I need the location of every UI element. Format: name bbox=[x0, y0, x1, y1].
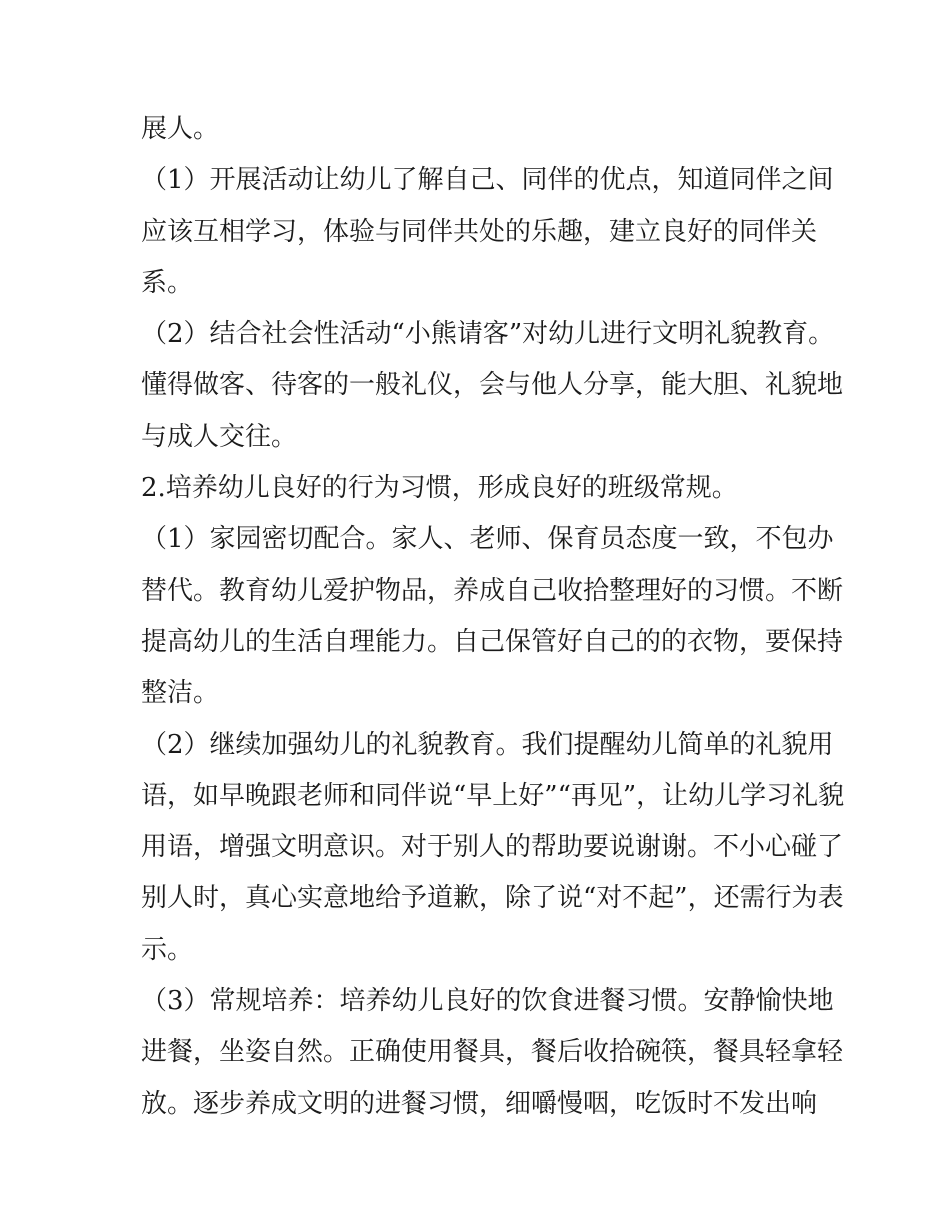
text-line: 整洁。 bbox=[141, 678, 220, 709]
text-line: 懂得做客、待客的一般礼仪，会与他人分享，能大胆、礼貌地 bbox=[141, 370, 844, 401]
text-line: 放。逐步养成文明的进餐习惯，细嚼慢咽，吃饭时不发出响 bbox=[141, 1088, 818, 1119]
text-line: （2）继续加强幼儿的礼貌教育。我们提醒幼儿简单的礼貌用 bbox=[141, 729, 834, 760]
text-line: 语，如早晚跟老师和同伴说“早上好”“再见”，让幼儿学习礼貌 bbox=[141, 780, 845, 811]
text-line: （3）常规培养：培养幼儿良好的饮食进餐习惯。安静愉快地 bbox=[141, 986, 834, 1017]
text-line: 系。 bbox=[141, 267, 194, 298]
text-line: 用语，增强文明意识。对于别人的帮助要说谢谢。不小心碰了 bbox=[141, 832, 844, 863]
section-heading: 2.培养幼儿良好的行为习惯，形成良好的班级常规。 bbox=[141, 473, 738, 504]
text-line: 示。 bbox=[141, 934, 194, 965]
text-line: 替代。教育幼儿爱护物品，养成自己收拾整理好的习惯。不断 bbox=[141, 575, 844, 606]
text-line: 与成人交往。 bbox=[141, 421, 298, 452]
text-line: （1）家园密切配合。家人、老师、保育员态度一致，不包办 bbox=[141, 524, 834, 555]
text-line: 别人时，真心实意地给予道歉，除了说“对不起”，还需行为表 bbox=[141, 883, 844, 914]
text-line: （2）结合社会性活动“小熊请客”对幼儿进行文明礼貌教育。 bbox=[141, 319, 835, 350]
text-line: 展人。 bbox=[141, 114, 220, 144]
text-line: （1）开展活动让幼儿了解自己、同伴的优点，知道同伴之间 bbox=[141, 165, 834, 196]
text-line: 进餐，坐姿自然。正确使用餐具，餐后收拾碗筷，餐具轻拿轻 bbox=[141, 1037, 844, 1068]
text-line: 提高幼儿的生活自理能力。自己保管好自己的的衣物，要保持 bbox=[141, 626, 844, 657]
body-text bbox=[141, 104, 845, 1130]
text-line: 应该互相学习，体验与同伴共处的乐趣，建立良好的同伴关 bbox=[141, 216, 818, 247]
